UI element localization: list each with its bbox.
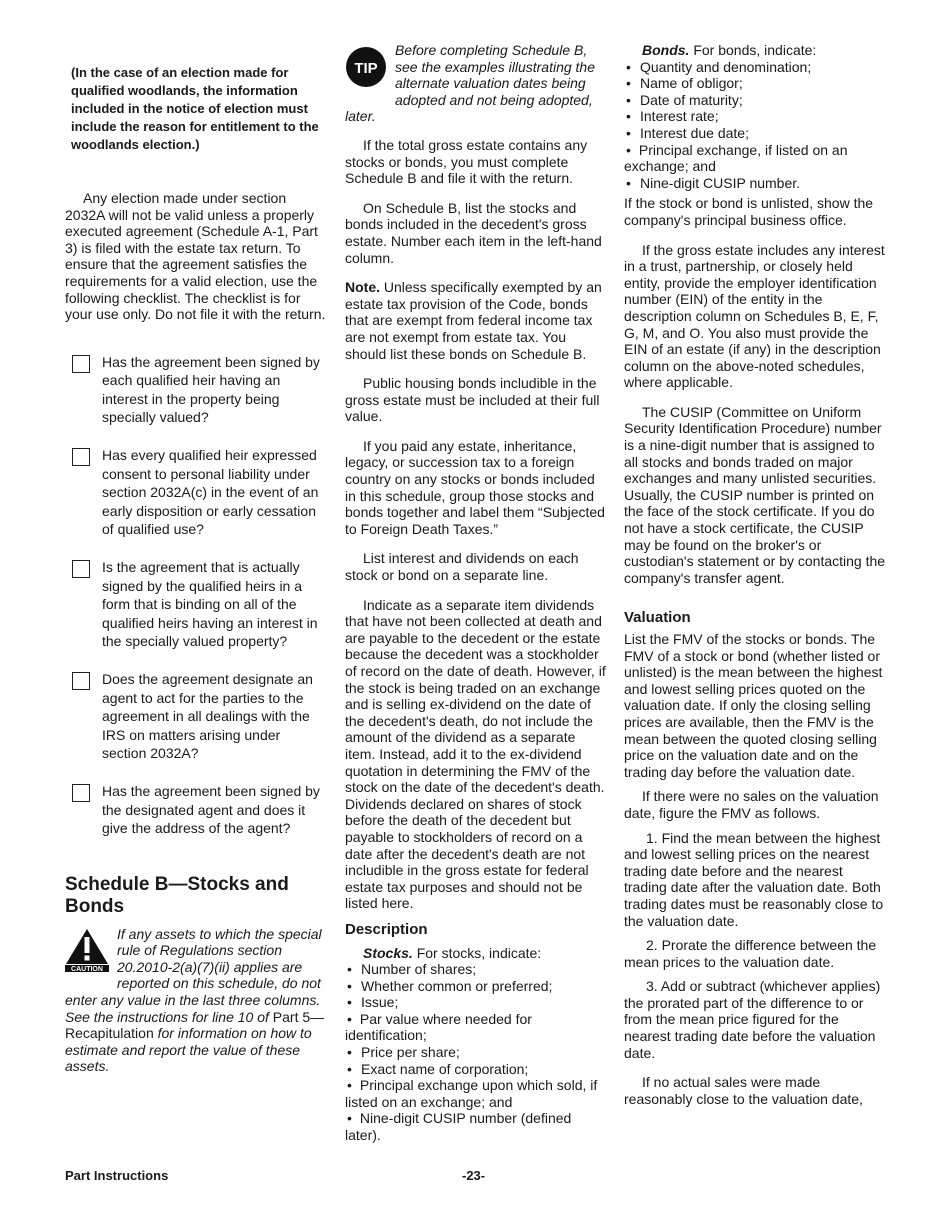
caution-text-a: If any assets to which the special rule of Regulations section 20.2010-2(a)(7)(ii) applies are reported on this schedule, do not enter any value in the last three columns. See the instructions for line 10 of [65, 925, 322, 1025]
stocks-intro-text: For stocks, indicate: [416, 944, 542, 961]
list-item: • Interest rate; [624, 108, 888, 125]
list-item: • Nine-digit CUSIP number. [624, 175, 888, 192]
valuation-step: 2. Prorate the difference between the mean prices to the valuation date. [624, 937, 877, 970]
checklist-text: Does the agreement designate an agent to act for the parties to the agreement in all dealings with the IRS on matters arising under section 2032A? [102, 671, 313, 762]
gross-estate-paragraph: If the total gross estate contains any stocks or bonds, you must complete Schedule B and file it with the return. [345, 136, 588, 187]
woodlands-note: (In the case of an election made for qualified woodlands, the information included in the notice of election must include the reason for entitlement to the woodlands election.) [71, 65, 319, 152]
checkbox[interactable] [72, 560, 90, 578]
column-right [624, 42, 888, 1120]
footer-section-label: Part Instructions [65, 1168, 169, 1183]
checklist-item [65, 446, 327, 538]
list-item: • Number of shares; [345, 961, 607, 978]
list-item: • Price per share; [345, 1044, 607, 1061]
checklist-text: Has every qualified heir expressed consent to personal liability under section 2032A(c) in the event of an early disposition or early cessation of qualified use? [102, 447, 319, 537]
list-item: • Par value where needed for identification; [345, 1011, 607, 1044]
bonds-intro-text: For bonds, indicate: [693, 42, 817, 58]
dividends-paragraph: Indicate as a separate item dividends that have not been collected at death and are payable to the decedent or the estate because the decedent was a stockholder of record on the date of death. However, if the stock is being traded on an exchange and is selling ex-dividend on the date of the decedent's death, do not include the amount of the dividend as a separate item. Instead, add it to the ex-dividend quotation in determining the FMV of the stock on the date of the decedent's death. Dividends declared on shares of stock before the death of the decedent but payable to stockholders of record on a date after the decedent's death are not includible in the gross estate for federal estate tax purposes and should not be listed here. [345, 596, 606, 912]
checkbox[interactable] [72, 448, 90, 466]
note-paragraph [345, 279, 607, 362]
list-item: • Nine-digit CUSIP number (defined later). [345, 1110, 607, 1143]
checklist-item [65, 558, 327, 650]
tip-icon-label: TIP [354, 60, 378, 77]
valuation-step: 3. Add or subtract (whichever applies) the prorated part of the difference to or from the mean price figured for the nearest trading date before the valuation date. [624, 978, 881, 1061]
list-item: • Issue; [345, 994, 607, 1011]
checklist-item [65, 353, 327, 427]
list-item: • Exact name of corporation; [345, 1061, 607, 1078]
list-item: • Principal exchange, if listed on an exchange; and [624, 142, 888, 175]
bonds-list [624, 59, 888, 192]
stocks-label: Stocks. [363, 944, 413, 961]
cusip-paragraph: The CUSIP (Committee on Uniform Security Identification Procedure) number is a nine-digit number that is assigned to all stocks and bonds traded on major exchanges and many unlisted securities. Usually, the CUSIP number is printed on the face of the stock certificate. If you do not have a stock certificate, the CUSIP may be found on the broker's or custodian's statement or by contacting the company's transfer agent. [624, 403, 886, 586]
no-sales-paragraph: If there were no sales on the valuation date, figure the FMV as follows. [624, 788, 879, 821]
column-left [65, 42, 327, 1075]
column-middle [345, 42, 607, 1148]
tip-callout [345, 42, 607, 125]
schedule-b-heading: Schedule B—Stocks and Bonds [65, 873, 289, 917]
interest-dividends-paragraph: List interest and dividends on each stock or bond on a separate line. [345, 550, 579, 584]
bonds-label: Bonds. [642, 42, 690, 58]
tip-text: Before completing Schedule B, see the examples illustrating the alternate valuation dates being adopted and not being adopted, later. [345, 42, 595, 125]
foreign-tax-paragraph: If you paid any estate, inheritance, legacy, or succession tax to a foreign country on any stocks or bonds included in this schedule, group those stocks and bonds together and label them “Subjected to Foreign Death Taxes.” [345, 437, 605, 537]
public-housing-paragraph: Public housing bonds includible in the gross estate must be included at their full value. [345, 375, 600, 425]
checkbox[interactable] [72, 784, 90, 802]
list-item: • Quantity and denomination; [624, 59, 888, 76]
checklist-text: Is the agreement that is actually signed by the qualified heirs in a form that is binding on all of the qualified heirs having an interest in the specially valued property? [102, 559, 318, 650]
no-actual-sales-paragraph: If no actual sales were made reasonably close to the valuation date, [624, 1074, 863, 1107]
list-item: • Interest due date; [624, 125, 888, 142]
election-paragraph: Any election made under section 2032A will not be valid unless a properly executed agreement (Schedule A-1, Part 3) is filed with the estate tax return. To ensure that the agreement satisfies the requirements for a valid election, use the following checklist. The checklist is for your use only. Do not file it with the return. [65, 190, 326, 323]
checklist-text: Has the agreement been signed by each qualified heir having an interest in the property being specially valued? [102, 353, 320, 425]
valuation-step: 1. Find the mean between the highest and lowest selling prices on the nearest trading date before and the nearest trading date after the valuation date. Both trading dates must be reasonably close to the valuation date. [624, 829, 884, 929]
caution-icon [65, 928, 109, 976]
checklist-text: Has the agreement been signed by the designated agent and does it give the address of the agent? [102, 783, 320, 837]
bonds-intro [624, 42, 888, 59]
caution-part-link: Part 5—Recapitulation [65, 1008, 325, 1042]
note-text: Unless specifically exempted by an estate tax provision of the Code, bonds that are exempt from federal income tax are not exempt from estate tax. You should list these bonds on Schedule B. [345, 279, 602, 362]
unlisted-paragraph: If the stock or bond is unlisted, show the company's principal business office. [624, 195, 874, 228]
note-label: Note. [345, 279, 380, 296]
caution-callout [65, 926, 327, 1075]
list-stocks-paragraph: On Schedule B, list the stocks and bonds included in the decedent's gross estate. Number each item in the left-hand column. [345, 199, 602, 266]
checkbox[interactable] [72, 355, 90, 373]
list-item: • Name of obligor; [624, 75, 888, 92]
checklist-item [65, 782, 327, 837]
checklist-item [65, 670, 327, 762]
checkbox[interactable] [72, 672, 90, 690]
list-item: • Date of maturity; [624, 92, 888, 109]
checklist [65, 353, 327, 838]
caution-icon-label: CAUTION [71, 965, 103, 972]
stocks-intro [345, 945, 607, 962]
caution-text-b: for information on how to estimate and report the value of these assets. [65, 1025, 312, 1075]
ein-paragraph: If the gross estate includes any interest in a trust, partnership, or closely held entity, provide the employer identification number (EIN) of the entity in the description column on Schedules B, E, F, G, M, and O. You also must provide the EIN of an estate (if any) in the description column on the above-noted schedules, where applicable. [624, 241, 885, 391]
description-heading: Description [345, 920, 428, 938]
valuation-paragraph: List the FMV of the stocks or bonds. The FMV of a stock or bond (whether listed or unlisted) is the mean between the highest and lowest selling prices quoted on the valuation date. If only the closing selling prices are available, then the FMV is the mean between the quoted closing selling price on the valuation date and on the trading day before the valuation date. [624, 631, 883, 780]
stocks-list [345, 961, 607, 1144]
list-item: • Principal exchange upon which sold, if listed on an exchange; and [345, 1077, 607, 1110]
tip-icon [345, 46, 387, 92]
page-number: -23- [462, 1168, 486, 1183]
valuation-heading: Valuation [624, 609, 691, 627]
list-item: • Whether common or preferred; [345, 978, 607, 995]
